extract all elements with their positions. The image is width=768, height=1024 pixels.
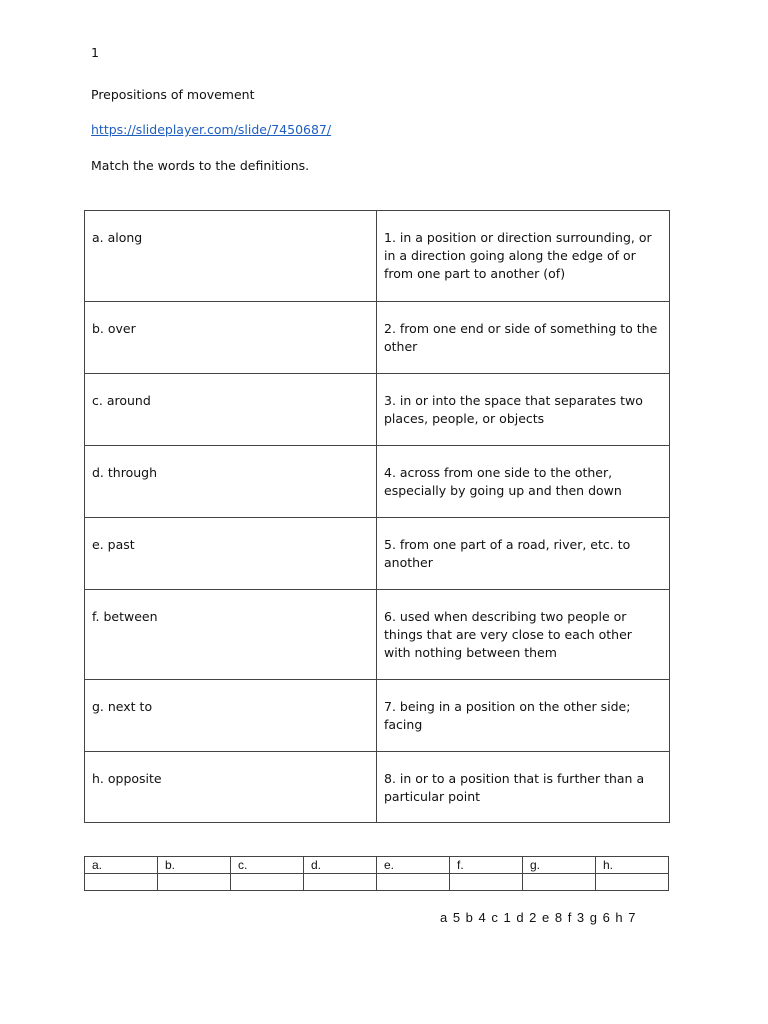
answer-grid-header: e.: [377, 857, 450, 874]
answer-cell[interactable]: [85, 874, 158, 891]
answer-cell[interactable]: [377, 874, 450, 891]
table-row: [85, 518, 670, 590]
table-row: [85, 374, 670, 446]
word-cell: b. over: [85, 302, 377, 374]
page-number: 1: [91, 45, 99, 60]
answer-cell[interactable]: [304, 874, 377, 891]
answer-grid-header: a.: [85, 857, 158, 874]
answer-grid-header: g.: [523, 857, 596, 874]
definition-cell: 4. across from one side to the other, especially by going up and then down: [377, 446, 670, 518]
definition-cell: 1. in a position or direction surrounding, or in a direction going along the edge of or from one part to another (of): [377, 211, 670, 302]
table-row: [85, 302, 670, 374]
answer-grid-answer-row: [85, 874, 669, 891]
word-cell: h. opposite: [85, 752, 377, 823]
answer-grid-header-row: [85, 857, 669, 874]
word-cell: c. around: [85, 374, 377, 446]
word-cell: a. along: [85, 211, 377, 302]
instructions-text: Match the words to the definitions.: [91, 158, 310, 173]
word-cell: f. between: [85, 590, 377, 680]
answer-cell[interactable]: [596, 874, 669, 891]
answer-grid-header: d.: [304, 857, 377, 874]
definition-cell: 7. being in a position on the other side; facing: [377, 680, 670, 752]
source-link[interactable]: https://slideplayer.com/slide/7450687/: [91, 122, 332, 137]
table-row: [85, 590, 670, 680]
definition-cell: 2. from one end or side of something to the other: [377, 302, 670, 374]
table-row: [85, 211, 670, 302]
word-cell: d. through: [85, 446, 377, 518]
answer-cell[interactable]: [231, 874, 304, 891]
document-title: Prepositions of movement: [91, 87, 255, 102]
answer-grid-header: c.: [231, 857, 304, 874]
answer-cell[interactable]: [450, 874, 523, 891]
definition-cell: 5. from one part of a road, river, etc. to another: [377, 518, 670, 590]
word-cell: g. next to: [85, 680, 377, 752]
answer-grid-header: b.: [158, 857, 231, 874]
definition-cell: 6. used when describing two people or things that are very close to each other with nothing between them: [377, 590, 670, 680]
answer-grid: [84, 856, 669, 891]
table-row: [85, 680, 670, 752]
answer-grid-header: f.: [450, 857, 523, 874]
answer-cell[interactable]: [523, 874, 596, 891]
table-row: [85, 752, 670, 823]
table-row: [85, 446, 670, 518]
matching-table: [84, 210, 670, 823]
definition-cell: 3. in or into the space that separates two places, people, or objects: [377, 374, 670, 446]
answer-cell[interactable]: [158, 874, 231, 891]
definition-cell: 8. in or to a position that is further than a particular point: [377, 752, 670, 823]
answer-grid-header: h.: [596, 857, 669, 874]
answer-key: a 5 b 4 c 1 d 2 e 8 f 3 g 6 h 7: [440, 910, 637, 925]
word-cell: e. past: [85, 518, 377, 590]
